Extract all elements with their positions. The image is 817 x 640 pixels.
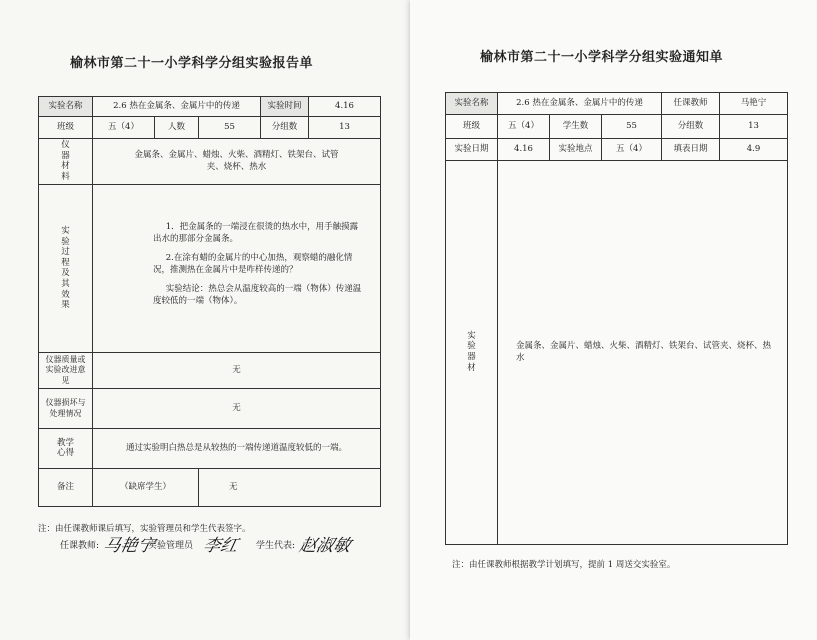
process-label: 实验过程及其效果 [61, 225, 70, 311]
notice-name-value: 2.6 热在金属条、金属片中的传递 [498, 93, 662, 115]
improve-label: 仪器质量或实验改进意见 [39, 353, 93, 389]
notice-name-label: 实验名称 [446, 93, 498, 115]
report-title: 榆林市第二十一小学科学分组实验报告单 [70, 56, 314, 71]
equipment-value: 金属条、金属片、蜡烛、火柴、酒精灯、铁架台、试管夹、烧杯、热水 [498, 161, 788, 545]
equipment-label: 实验器材 [467, 330, 476, 373]
notice-date-value: 4.16 [498, 139, 550, 161]
damage-value: 无 [93, 389, 381, 429]
insight-label: 教学心得 [56, 437, 74, 459]
notice-students-label: 学生数 [550, 115, 602, 139]
process-conclusion: 实验结论：热总会从温度较高的一端（物体）传递温度较低的一端（物体）。 [153, 284, 362, 306]
table-row [39, 139, 381, 185]
equipment-label-cell [446, 161, 498, 545]
process-label-cell [39, 185, 93, 353]
table-row [446, 115, 788, 139]
experiment-time-value: 4.16 [309, 97, 381, 117]
damage-label: 仪器损坏与处理情况 [39, 389, 93, 429]
people-value: 55 [199, 117, 261, 139]
table-row [39, 469, 381, 507]
table-row [39, 353, 381, 389]
remark-absent: （缺席学生） [93, 469, 199, 507]
experiment-name-value: 2.6 热在金属条、金属片中的传递 [93, 97, 261, 117]
process-step-2: 2.在涂有蜡的金属片的中心加热，观察蜡的融化情况，推测热在金属片中是咋样传递的？ [153, 253, 353, 275]
table-row [446, 161, 788, 545]
experiment-name-label: 实验名称 [39, 97, 93, 117]
materials-label: 仪器材料 [61, 140, 70, 182]
notice-table [445, 92, 788, 545]
groups-label: 分组数 [261, 117, 309, 139]
materials-label-cell [39, 139, 93, 185]
table-row [39, 97, 381, 117]
notice-place-value: 五（4） [602, 139, 662, 161]
student-sign-label: 学生代表: [256, 541, 296, 551]
teacher-signature: 马艳宁 [101, 536, 157, 556]
teacher-sign-label: 任课教师: [60, 541, 100, 551]
notice-teacher-value: 马艳宁 [720, 93, 788, 115]
table-row [446, 93, 788, 115]
insight-label-cell [39, 429, 93, 469]
people-label: 人数 [155, 117, 199, 139]
process-cell [93, 185, 381, 353]
notice-place-label: 实验地点 [550, 139, 602, 161]
notice-groups-value: 13 [720, 115, 788, 139]
table-row [446, 139, 788, 161]
insight-value: 通过实验明白热总是从较热的一端传递道温度较低的一端。 [93, 429, 381, 469]
admin-signature: 李红 [201, 536, 240, 556]
table-row [39, 185, 381, 353]
notice-groups-label: 分组数 [662, 115, 720, 139]
notice-fill-label: 填表日期 [662, 139, 720, 161]
student-signature: 赵淑敏 [297, 536, 353, 556]
notice-class-value: 五（4） [498, 115, 550, 139]
report-note: 注：由任课教师课后填写，实验管理员和学生代表签字。 [38, 524, 251, 534]
notice-title: 榆林市第二十一小学科学分组实验通知单 [480, 50, 724, 65]
admin-sign-label: 实验管理员 [148, 541, 194, 551]
class-label: 班级 [39, 117, 93, 139]
notice-class-label: 班级 [446, 115, 498, 139]
class-value: 五（4） [93, 117, 155, 139]
experiment-time-label: 实验时间 [261, 97, 309, 117]
report-table [38, 96, 381, 507]
groups-value: 13 [309, 117, 381, 139]
process-step-1: 1．把金属条的一端浸在很烫的热水中，用手触摸露出水的那部分金属条。 [153, 222, 359, 244]
table-row [39, 117, 381, 139]
notice-students-value: 55 [602, 115, 662, 139]
improve-value: 无 [93, 353, 381, 389]
notice-note: 注：由任课教师根据教学计划填写，提前 1 周送交实验室。 [452, 560, 676, 570]
notice-sheet [410, 0, 817, 640]
remark-label: 备注 [39, 469, 93, 507]
materials-value: 金属条、金属片、蜡烛、火柴、酒精灯、铁架台、试管夹、烧杯、热水 [93, 139, 381, 185]
notice-date-label: 实验日期 [446, 139, 498, 161]
notice-fill-value: 4.9 [720, 139, 788, 161]
table-row [39, 389, 381, 429]
notice-teacher-label: 任课教师 [662, 93, 720, 115]
table-row [39, 429, 381, 469]
remark-value: 无 [199, 469, 381, 507]
